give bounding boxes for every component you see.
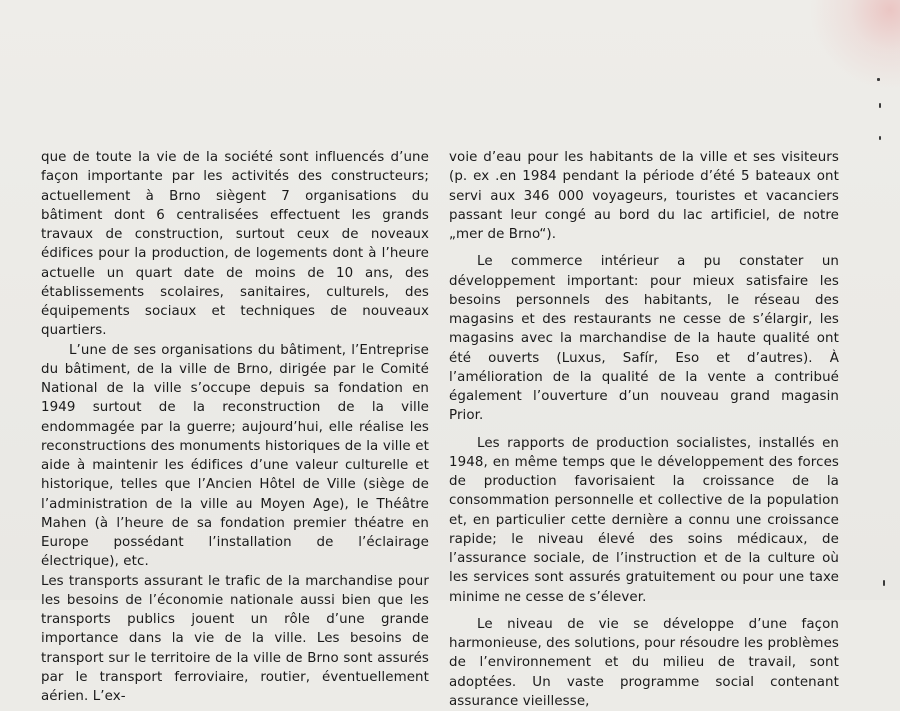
paragraph: Le niveau de vie se développe d’une façon harmonieuse, des solutions, pour résoudre les problèmes de l’environnement et du milieu de travail, sont adoptées. Un vaste programme social contenant assurance vieillesse, xyxy=(449,616,839,709)
paragraph: que de toute la vie de la société sont influencés d’une façon importante par les activités des constructeurs; actuellement à Brno siègent 7 organisations du bâtiment dont 6 centralisées effectuent les grands travaux de construction, surtout ceux de noveaux édifices pour la production, de logements dont à l’heure actuelle un quart date de moins de 10 ans, des établissements scolaires, sanitaires, culturels, des équipements sociaux et techniques de nouveaux quartiers. xyxy=(41,150,429,339)
right-text-column xyxy=(449,148,839,711)
paragraph: Le commerce intérieur a pu constater un développement important: pour mieux satisfaire les besoins personnels des habitants, le réseau des magasins et des restaurants ne cesse de s’élargir, les magasins avec la marchandise de la haute qualité ont été ouverts (Luxus, Safír, Eso et d’autres). À l’amélioration de la qualité de la vente a contribué également l’ouverture d’un nouveau grand magasin Prior. xyxy=(449,254,839,424)
margin-mark xyxy=(879,136,881,140)
paragraph: L’une de ses organisations du bâtiment, l’Entreprise du bâtiment, de la ville de Brno, dirigée par le Comité National de la ville s’occupe depuis sa fondation en 1949 surtout de la reconstruction de la ville endommagée par la guerre; aujourd’hui, elle réalise les reconstructions des monuments historiques de la ville et aide à maintenir les édifices d’une valeur culturelle et historique, telles que l’Ancien Hôtel de Ville (siège de l’administration de la ville au Moyen Age), le Théâtre Mahen (à l’heure de sa fondation premier théatre en Europe possédant l’installation de l’éclairage électrique), etc. xyxy=(41,342,429,570)
margin-mark xyxy=(877,78,880,81)
paragraph: voie d’eau pour les habitants de la ville et ses visiteurs (p. ex .en 1984 pendant la période d’été 5 bateaux ont servi aux 346 000 voyageurs, touristes et vacanciers passant leur congé au bord du lac artificiel, de notre „mer de Brno“). xyxy=(449,150,839,242)
left-text-column xyxy=(41,148,429,706)
margin-mark xyxy=(879,103,881,108)
paragraph: Les rapports de production socialistes, installés en 1948, en même temps que le développement des forces de production favorisaient la croissance de la consommation personnelle et collective de la population et, en particulier cette dernière a connu une croissance rapide; le niveau élevé des soins médicaux, de l’assurance sociale, de l’instruction et de la culture où les services sont assurés gratuitement ou pour une taxe minime ne cesse de s’élever. xyxy=(449,435,839,605)
paragraph: Les transports assurant le trafic de la marchandise pour les besoins de l’économie nationale aussi bien que les transports publics jouent un rôle d’une grande importance dans la vie de la ville. Les besoins de transport sur le territoire de la ville de Brno sont assurés par le transport ferroviaire, routier, éventuellement aérien. L’ex- xyxy=(41,573,429,704)
margin-mark xyxy=(883,580,885,586)
